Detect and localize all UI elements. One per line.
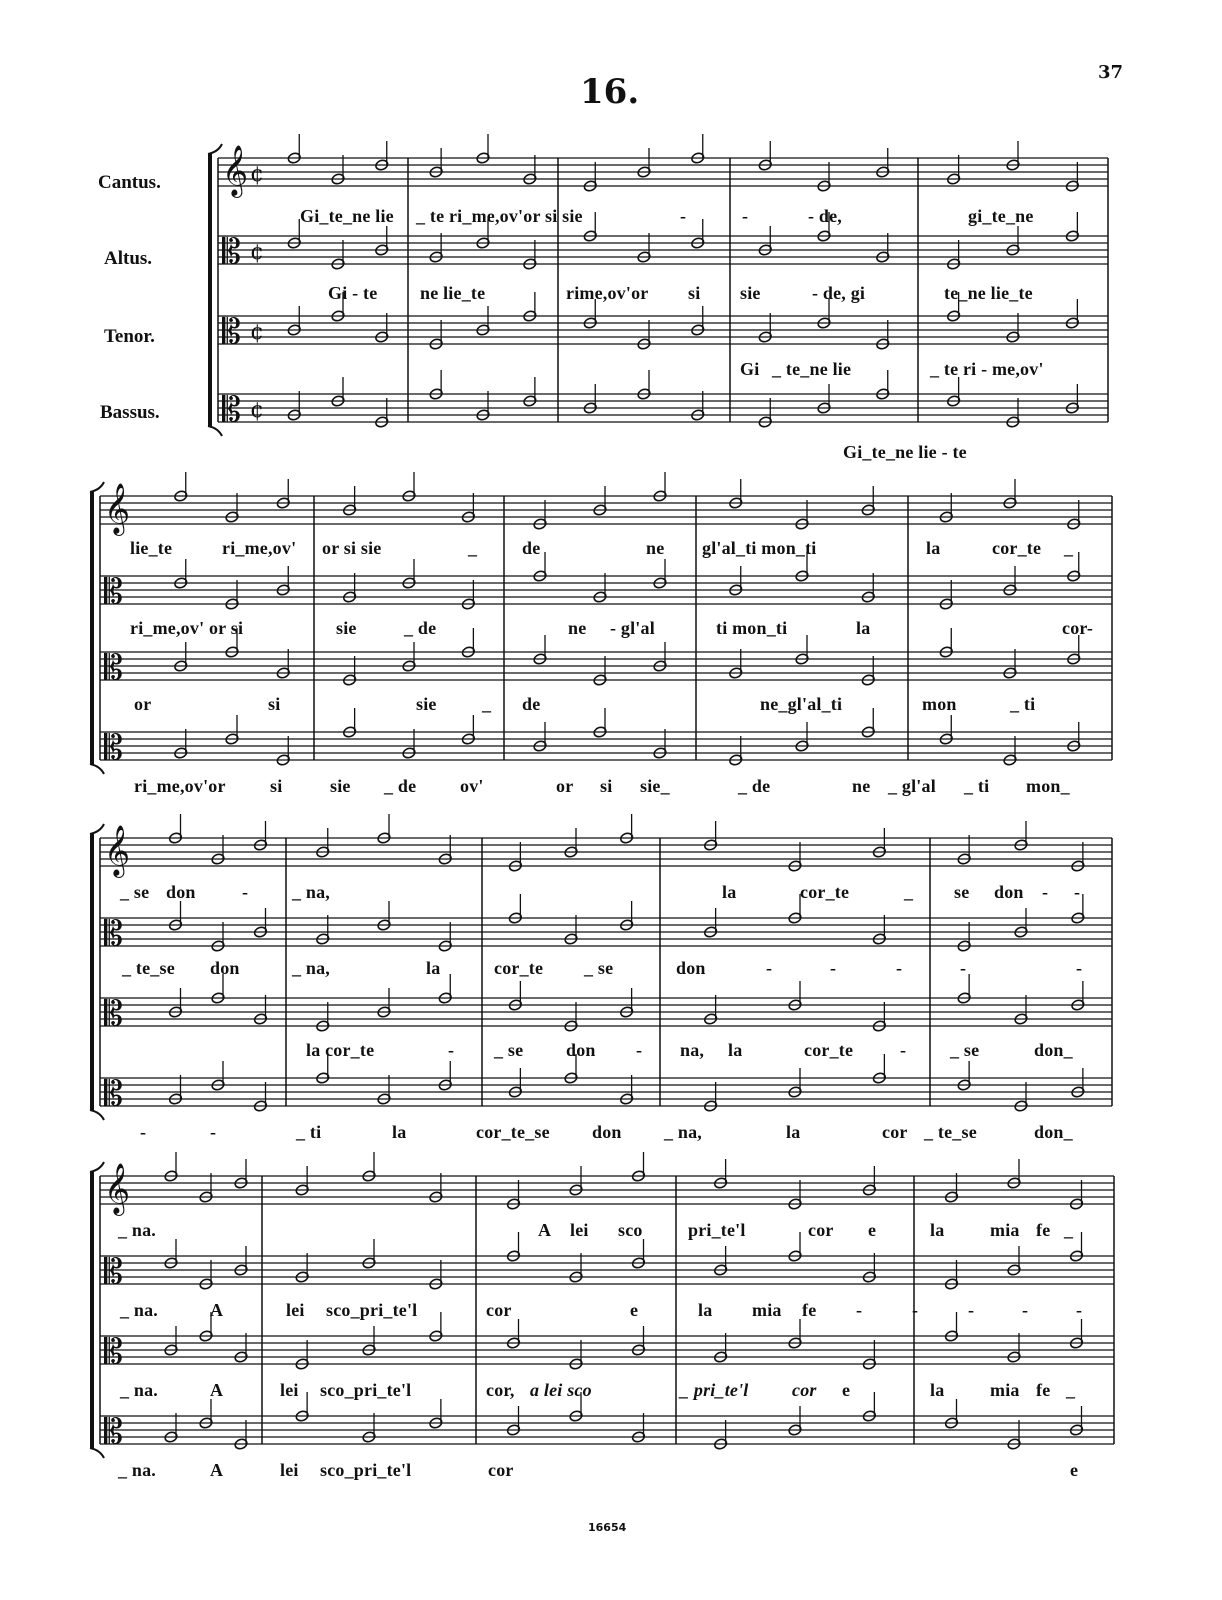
lyric-s3-tenor-10: don_ bbox=[1034, 1040, 1073, 1060]
lyric-s2-cantus-6: gl'al_ti mon_ti bbox=[702, 538, 817, 558]
lyric-s4-tenor-7: cor bbox=[792, 1380, 817, 1400]
cut-time-sign: ¢ bbox=[250, 398, 264, 423]
lyric-s2-tenor-7: _ ti bbox=[1010, 694, 1036, 714]
lyric-s3-cantus-10: - bbox=[1074, 882, 1081, 902]
bracket-bottom-hook bbox=[208, 426, 222, 436]
lyric-s4-tenor-5: a lei sco bbox=[530, 1380, 592, 1400]
lyric-s3-cantus-9: - bbox=[1042, 882, 1049, 902]
c-clef: 𝄡 bbox=[104, 1074, 123, 1114]
lyric-s4-altus-0: _ na. bbox=[120, 1300, 159, 1320]
lyric-s4-tenor-2: lei bbox=[280, 1380, 299, 1400]
voice-name-tenor: Tenor. bbox=[104, 326, 155, 347]
lyric-s1-cantus-1: _ te ri_me,ov'or si sie bbox=[416, 206, 583, 226]
lyric-s2-altus-1: sie bbox=[336, 618, 357, 638]
c-clef: 𝄡 bbox=[222, 232, 241, 272]
lyric-s1-cantus-5: gi_te_ne bbox=[968, 206, 1034, 226]
lyric-s3-altus-11: - bbox=[1076, 958, 1083, 978]
lyric-s4-altus-2: lei bbox=[286, 1300, 305, 1320]
lyric-s4-tenor-9: la bbox=[930, 1380, 945, 1400]
lyric-s4-tenor-11: fe bbox=[1036, 1380, 1051, 1400]
c-clef: 𝄡 bbox=[104, 1412, 123, 1452]
lyric-s4-altus-8: fe bbox=[802, 1300, 817, 1320]
lyric-s2-cantus-9: _ bbox=[1064, 538, 1074, 558]
lyric-s3-tenor-9: _ se bbox=[950, 1040, 980, 1060]
page-number: 37 bbox=[1098, 62, 1124, 83]
bracket-bottom-hook bbox=[90, 1110, 104, 1120]
lyric-s2-tenor-6: mon bbox=[922, 694, 957, 714]
lyric-s3-tenor-6: la bbox=[728, 1040, 743, 1060]
cut-time-sign: ¢ bbox=[250, 320, 264, 345]
lyric-s2-bassus-9: ne bbox=[852, 776, 871, 796]
lyric-s4-cantus-10: _ bbox=[1064, 1220, 1074, 1240]
lyric-s3-altus-4: cor_te bbox=[494, 958, 544, 978]
lyric-s1-cantus-2: - bbox=[680, 206, 687, 226]
lyric-s4-tenor-8: e bbox=[842, 1380, 851, 1400]
lyric-s3-altus-0: _ te_se bbox=[122, 958, 175, 978]
voice-name-altus: Altus. bbox=[104, 248, 153, 269]
lyric-s2-altus-2: _ de bbox=[404, 618, 437, 638]
lyric-s2-tenor-5: ne_gl'al_ti bbox=[760, 694, 843, 714]
lyric-s4-bassus-1: A bbox=[210, 1460, 224, 1480]
lyric-s1-altus-2: rime,ov'or bbox=[566, 283, 649, 303]
c-clef: 𝄡 bbox=[222, 312, 241, 352]
lyric-s4-tenor-6: _ pri_te'l bbox=[680, 1380, 749, 1400]
lyric-s4-altus-13: - bbox=[1076, 1300, 1083, 1320]
lyric-s2-altus-4: - gl'al bbox=[610, 618, 655, 638]
lyric-s4-tenor-10: mia bbox=[990, 1380, 1020, 1400]
lyric-s4-tenor-12: _ bbox=[1066, 1380, 1076, 1400]
lyric-s4-tenor-4: cor, bbox=[486, 1380, 515, 1400]
lyric-s4-cantus-2: lei bbox=[570, 1220, 589, 1240]
lyric-s3-tenor-8: - bbox=[900, 1040, 907, 1060]
c-clef: 𝄡 bbox=[104, 1252, 123, 1292]
lyric-s1-altus-6: te_ne lie_te bbox=[944, 283, 1033, 303]
bracket-top-hook bbox=[90, 824, 104, 834]
lyric-s4-tenor-0: _ na. bbox=[120, 1380, 159, 1400]
lyric-s4-tenor-3: sco_pri_te'l bbox=[320, 1380, 412, 1400]
lyric-s3-cantus-5: cor_te bbox=[800, 882, 850, 902]
lyric-s3-altus-3: la bbox=[426, 958, 441, 978]
lyric-s2-tenor-0: or bbox=[134, 694, 152, 714]
lyric-s3-bassus-3: la bbox=[392, 1122, 407, 1142]
lyric-s3-altus-6: don bbox=[676, 958, 706, 978]
lyric-s2-cantus-3: _ bbox=[468, 538, 478, 558]
lyric-s3-tenor-1: - bbox=[448, 1040, 455, 1060]
lyric-s3-cantus-6: _ bbox=[904, 882, 914, 902]
lyric-s1-cantus-4: - de, bbox=[808, 206, 842, 226]
c-clef: 𝄡 bbox=[222, 390, 241, 430]
lyric-s1-altus-4: sie bbox=[740, 283, 761, 303]
lyric-s1-altus-3: si bbox=[688, 283, 701, 303]
bracket-top-hook bbox=[90, 1162, 104, 1172]
lyric-s2-bassus-7: sie_ bbox=[640, 776, 670, 796]
lyric-s4-cantus-9: fe bbox=[1036, 1220, 1051, 1240]
lyric-s3-cantus-8: don bbox=[994, 882, 1024, 902]
lyric-s2-tenor-4: de bbox=[522, 694, 541, 714]
treble-clef: 𝄞 bbox=[222, 145, 249, 196]
lyric-s4-cantus-6: e bbox=[868, 1220, 877, 1240]
lyric-s3-cantus-2: - bbox=[242, 882, 249, 902]
lyric-s3-altus-8: - bbox=[830, 958, 837, 978]
lyric-s2-bassus-12: mon_ bbox=[1026, 776, 1070, 796]
lyric-s4-cantus-7: la bbox=[930, 1220, 945, 1240]
lyric-s2-tenor-1: si bbox=[268, 694, 281, 714]
bracket-bottom-hook bbox=[90, 1448, 104, 1458]
lyric-s4-cantus-4: pri_te'l bbox=[688, 1220, 746, 1240]
lyric-s2-bassus-0: ri_me,ov'or bbox=[134, 776, 226, 796]
lyric-s2-tenor-3: _ bbox=[482, 694, 492, 714]
lyric-s1-altus-0: Gi - te bbox=[328, 283, 378, 303]
lyric-s4-bassus-5: e bbox=[1070, 1460, 1079, 1480]
lyric-s3-cantus-3: _ na, bbox=[292, 882, 331, 902]
lyric-s4-altus-6: la bbox=[698, 1300, 713, 1320]
lyric-s4-altus-5: e bbox=[630, 1300, 639, 1320]
lyric-s3-tenor-2: _ se bbox=[494, 1040, 524, 1060]
lyric-s3-bassus-1: - bbox=[210, 1122, 217, 1142]
lyric-s4-bassus-3: sco_pri_te'l bbox=[320, 1460, 412, 1480]
lyric-s1-tenor-2: _ te ri - me,ov' bbox=[930, 359, 1044, 379]
c-clef: 𝄡 bbox=[104, 572, 123, 612]
lyric-s4-tenor-1: A bbox=[210, 1380, 224, 1400]
lyric-s2-altus-3: ne bbox=[568, 618, 587, 638]
c-clef: 𝄡 bbox=[104, 914, 123, 954]
lyric-s2-cantus-5: ne bbox=[646, 538, 665, 558]
lyric-s2-cantus-0: lie_te bbox=[130, 538, 173, 558]
lyric-s4-bassus-0: _ na. bbox=[118, 1460, 157, 1480]
lyric-s1-altus-5: - de, gi bbox=[812, 283, 866, 303]
lyric-s1-tenor-1: _ te_ne lie bbox=[772, 359, 852, 379]
lyric-s3-bassus-9: _ te_se bbox=[924, 1122, 977, 1142]
lyric-s3-tenor-0: la cor_te bbox=[306, 1040, 375, 1060]
lyric-s4-bassus-2: lei bbox=[280, 1460, 299, 1480]
lyric-s4-altus-1: A bbox=[210, 1300, 224, 1320]
lyric-s3-bassus-4: cor_te_se bbox=[476, 1122, 550, 1142]
lyric-s2-bassus-1: si bbox=[270, 776, 283, 796]
c-clef: 𝄡 bbox=[104, 728, 123, 768]
lyric-s4-cantus-8: mia bbox=[990, 1220, 1020, 1240]
voice-name-bassus: Bassus. bbox=[100, 402, 160, 423]
lyric-s4-cantus-0: _ na. bbox=[118, 1220, 157, 1240]
lyric-s3-bassus-2: _ ti bbox=[296, 1122, 322, 1142]
lyric-s2-tenor-2: sie bbox=[416, 694, 437, 714]
c-clef: 𝄡 bbox=[104, 994, 123, 1034]
treble-clef: 𝄞 bbox=[104, 483, 131, 534]
lyric-s2-bassus-11: _ ti bbox=[964, 776, 990, 796]
lyric-s3-altus-5: _ se bbox=[584, 958, 614, 978]
lyric-s4-altus-7: mia bbox=[752, 1300, 782, 1320]
lyric-s3-cantus-7: se bbox=[954, 882, 970, 902]
lyric-s4-altus-4: cor bbox=[486, 1300, 512, 1320]
plate-number: 16654 bbox=[588, 1521, 627, 1534]
lyric-s3-tenor-5: na, bbox=[680, 1040, 705, 1060]
lyric-s3-bassus-6: _ na, bbox=[664, 1122, 703, 1142]
lyric-s2-bassus-10: _ gl'al bbox=[888, 776, 936, 796]
lyric-s2-altus-6: la bbox=[856, 618, 871, 638]
lyric-s4-bassus-4: cor bbox=[488, 1460, 514, 1480]
bracket-bottom-hook bbox=[90, 764, 104, 774]
c-clef: 𝄡 bbox=[104, 648, 123, 688]
lyric-s2-altus-5: ti mon_ti bbox=[716, 618, 788, 638]
lyric-s3-tenor-7: cor_te bbox=[804, 1040, 854, 1060]
lyric-s2-cantus-8: cor_te bbox=[992, 538, 1042, 558]
lyric-s2-bassus-5: or bbox=[556, 776, 574, 796]
cut-time-sign: ¢ bbox=[250, 240, 264, 265]
lyric-s3-tenor-3: don bbox=[566, 1040, 596, 1060]
lyric-s2-altus-7: cor- bbox=[1062, 618, 1094, 638]
lyric-s4-altus-9: - bbox=[856, 1300, 863, 1320]
lyric-s3-altus-7: - bbox=[766, 958, 773, 978]
piece-number: 16. bbox=[580, 72, 640, 112]
voice-name-cantus: Cantus. bbox=[98, 172, 161, 193]
lyric-s4-altus-11: - bbox=[968, 1300, 975, 1320]
lyric-s3-cantus-4: la bbox=[722, 882, 737, 902]
lyric-s3-bassus-0: - bbox=[140, 1122, 147, 1142]
lyric-s4-altus-12: - bbox=[1022, 1300, 1029, 1320]
lyric-s3-bassus-7: la bbox=[786, 1122, 801, 1142]
lyric-s3-altus-10: - bbox=[960, 958, 967, 978]
lyric-s4-cantus-1: A bbox=[538, 1220, 552, 1240]
lyric-s2-bassus-4: ov' bbox=[460, 776, 484, 796]
lyric-s2-bassus-6: si bbox=[600, 776, 613, 796]
lyric-s2-bassus-2: sie bbox=[330, 776, 351, 796]
treble-clef: 𝄞 bbox=[104, 825, 131, 876]
lyric-s1-cantus-3: - bbox=[742, 206, 749, 226]
c-clef: 𝄡 bbox=[104, 1332, 123, 1372]
lyric-s3-altus-1: don bbox=[210, 958, 240, 978]
bracket-top-hook bbox=[208, 144, 222, 154]
lyric-s3-cantus-0: _ se bbox=[120, 882, 150, 902]
lyric-s1-altus-1: ne lie_te bbox=[420, 283, 486, 303]
lyric-s2-bassus-3: _ de bbox=[384, 776, 417, 796]
lyric-s1-bassus-0: Gi_te_ne lie - te bbox=[843, 442, 967, 462]
lyric-s2-cantus-2: or si sie bbox=[322, 538, 382, 558]
lyric-s2-cantus-7: la bbox=[926, 538, 941, 558]
lyric-s4-cantus-3: sco bbox=[618, 1220, 643, 1240]
lyric-s3-bassus-8: cor bbox=[882, 1122, 908, 1142]
lyric-s3-altus-9: - bbox=[896, 958, 903, 978]
lyric-s4-cantus-5: cor bbox=[808, 1220, 834, 1240]
lyric-s4-altus-10: - bbox=[912, 1300, 919, 1320]
bracket-top-hook bbox=[90, 482, 104, 492]
lyric-s3-bassus-10: don_ bbox=[1034, 1122, 1073, 1142]
lyric-s2-cantus-1: ri_me,ov' bbox=[222, 538, 297, 558]
lyric-s2-cantus-4: de bbox=[522, 538, 541, 558]
lyric-s3-cantus-1: don bbox=[166, 882, 196, 902]
lyric-s4-altus-3: sco_pri_te'l bbox=[326, 1300, 418, 1320]
lyric-s1-tenor-0: Gi bbox=[740, 359, 760, 379]
cut-time-sign: ¢ bbox=[250, 162, 264, 187]
lyric-s3-bassus-5: don bbox=[592, 1122, 622, 1142]
lyric-s2-altus-0: ri_me,ov' or si bbox=[130, 618, 244, 638]
treble-clef: 𝄞 bbox=[104, 1163, 131, 1214]
lyric-s1-cantus-0: Gi_te_ne lie bbox=[300, 206, 394, 226]
lyric-s3-altus-2: _ na, bbox=[292, 958, 331, 978]
lyric-s3-tenor-4: - bbox=[636, 1040, 643, 1060]
lyric-s2-bassus-8: _ de bbox=[738, 776, 771, 796]
